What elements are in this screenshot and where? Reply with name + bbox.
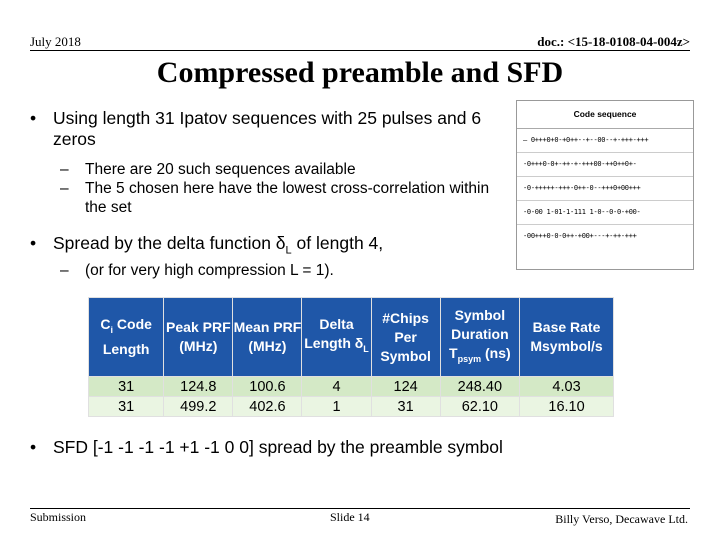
dash: – [60,262,69,279]
bullet-text: SFD [-1 -1 -1 -1 +1 -1 0 0] spread by the preamble symbol [53,437,503,457]
bullet-dot: • [30,437,37,457]
code-sequence-row: -0-00 1-01-1-111 1-0--0-0-+00- [517,201,693,225]
sub-bullet-text: The 5 chosen here have the lowest cross-correlation within the set [85,180,490,216]
rate-table-row [89,377,614,397]
header-subscript: i [110,324,114,335]
cell-mean-prf: 100.6 [233,377,302,397]
bullet-ipatov [30,108,510,150]
col-header-code-length [89,298,164,377]
header-doc-id: doc.: <15-18-0108-04-004z> [537,34,690,49]
rate-table-row [89,397,614,417]
sub-bullet-text: There are 20 such sequences available [85,161,356,178]
slide-title: Compressed preamble and SFD [156,56,564,89]
col-header-peak-prf: Peak PRF (MHz) [164,298,233,377]
dash: – [60,161,69,178]
footer-slide-number: Slide 14 [330,510,370,524]
header-text: Delta Length δ [304,316,364,352]
header-subscript: psym [457,353,482,364]
col-header-delta-length [302,298,371,377]
code-sequence-table [516,100,694,270]
rate-table-header-row [89,298,614,377]
cell-symbol-duration: 62.10 [440,397,519,417]
delta-text: Spread by the delta function δ [53,233,286,253]
cell-symbol-duration: 248.40 [440,377,519,397]
bullet-text [53,233,384,257]
header-text: (ns) [481,344,511,361]
header-text: Code Length [102,316,152,357]
cell-delta-length: 4 [302,377,371,397]
bullet-delta [30,233,383,257]
code-sequence-row: -0+++0-0+-++-+-+++00-++0++0+- [517,153,693,177]
header-subscript: L [363,343,369,354]
dash: – [60,180,69,197]
col-header-chips: #Chips Per Symbol [371,298,440,377]
cell-peak-prf: 124.8 [164,377,233,397]
rate-table [88,297,614,417]
header-date: July 2018 [30,34,81,49]
cell-code-length: 31 [89,397,164,417]
col-header-mean-prf: Mean PRF (MHz) [233,298,302,377]
cell-peak-prf: 499.2 [164,397,233,417]
footer-submission: Submission [30,510,87,524]
bullet-dot: • [30,233,37,253]
sub-bullet [60,160,510,179]
bullet-dot: • [30,108,37,128]
footer-author: Billy Verso, Decawave Ltd. [555,512,688,526]
bullet-text: Using length 31 Ipatov sequences with 25 pulses and 6 zeros [53,108,482,149]
header-divider [30,50,690,51]
header-text: C [100,316,111,333]
col-header-symbol-duration [440,298,519,377]
sub-bullet [60,179,510,217]
col-header-base-rate: Base Rate Msymbol/s [520,298,614,377]
code-sequence-row: -00+++0-0-0++-+00+---+-++-+++ [523,232,637,240]
code-sequence-row: -0-+++++-+++-0++-0--+++0+00+++ [517,177,693,201]
bullet-sfd [30,437,503,458]
header-text: Symbol Duration T [449,306,509,361]
cell-chips: 31 [371,397,440,417]
cell-chips: 124 [371,377,440,397]
cell-base-rate: 16.10 [520,397,614,417]
delta-subscript: L [285,244,292,257]
footer-divider [30,508,690,509]
sub-bullet-text: (or for very high compression L = 1). [85,262,334,279]
sub-bullets-ipatov [60,160,510,217]
delta-text-end: of length 4, [291,233,384,253]
cell-mean-prf: 402.6 [233,397,302,417]
code-sequence-row: – 0+++0+0-+0++--+--00--+-+++-+++ [517,129,693,153]
sub-bullet-compression [60,262,334,280]
cell-code-length: 31 [89,377,164,397]
cell-base-rate: 4.03 [520,377,614,397]
code-sequence-header: Code sequence [517,101,693,129]
cell-delta-length: 1 [302,397,371,417]
